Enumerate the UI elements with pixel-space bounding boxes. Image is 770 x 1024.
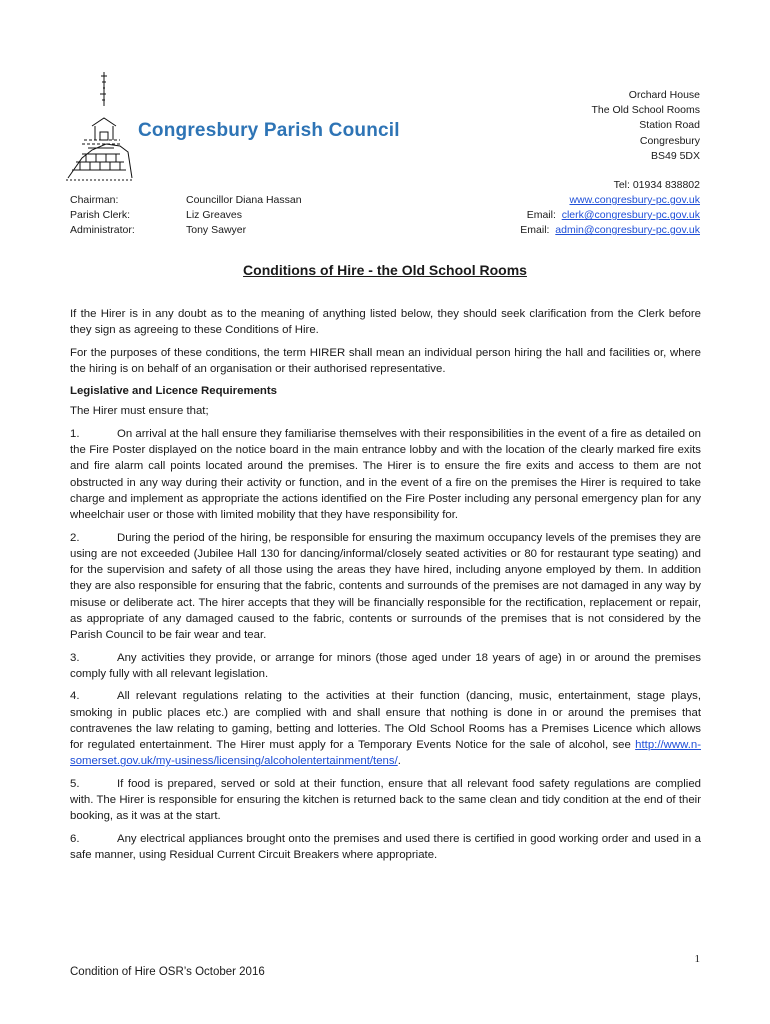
document-title: Conditions of Hire - the Old School Rooms	[243, 262, 527, 278]
officers-list	[70, 193, 302, 238]
address-line: Congresbury	[639, 134, 700, 147]
condition-text: On arrival at the hall ensure they familiarise themselves with their responsibilities in the event of a fire as detailed on the Fire Poster displayed on the notice board in the main entrance lobby and with the location of the clearly marked fire exits and fire alarm call points located around the premises. The Hirer is to ensure the fire exits and access to them are not obstructed in any way during their activity or function, and in the event of a fire on the premises the Hirer is required to take charge and implement as appropriate the actions identified on the Fire Poster including any personal emergency plan for any wheelchair user or those with limited mobility that they have responsibility for.	[70, 427, 701, 522]
condition-number: 4.	[70, 690, 80, 703]
condition-item	[70, 650, 701, 683]
condition-number: 6.	[70, 832, 80, 845]
officer-row	[70, 193, 302, 208]
address-line: BS49 5DX	[650, 149, 700, 162]
condition-text: All relevant regulations relating to the activities at their function (dancing, music, entertainment, stage plays, smoking in public places etc.) are complied with and shall ensure that nothing is done in or around the premises that contravenes the law relating to gaming, betting and lotteries. The Old School Rooms has a Premises Licence which allows for regulated entertainment. The Hirer must apply for a Temporary Events Notice for the sale of alcohol, see	[70, 690, 701, 752]
page-footer: Condition of Hire OSR’s October 2016	[70, 966, 265, 978]
officer-role: Parish Clerk:	[70, 209, 131, 221]
condition-text: Any electrical appliances brought onto the premises and used there is certified in good working order and used in a safe manner, using Residual Current Circuit Breakers where appropriate.	[70, 832, 701, 861]
condition-text: During the period of the hiring, be responsible for ensuring the maximum occupancy levels of the premises they are using are not exceeded (Jubilee Hall 130 for dancing/informal/closely seated activities or 80 for restaurant type seating) and for the supervision and safety of all those using the areas they have hired, including anyone employed by them. In addition they are also responsible for ensuring that the fabric, contents and surrounds of the premises are not damaged in any way by misuse or deliberate act. The hirer accepts that they will be financially responsible for the rectification, replacement or repair, as appropriate of any damaged caused to the fabric, contents or surrounds of the premises that is not considered by the Parish Council to be fair wear and tear.	[70, 531, 701, 642]
condition-item	[70, 530, 701, 644]
condition-text-end: .	[397, 755, 401, 768]
intro-paragraph: If the Hirer is in any doubt as to the meaning of anything listed below, they should seek clarification from the Clerk before they sign as agreeing to these Conditions of Hire.	[70, 308, 701, 337]
officer-name: Liz Greaves	[186, 209, 243, 221]
condition-text: If food is prepared, served or sold at their function, ensure that all relevant food safety regulations are complied with. The Hirer is responsible for ensuring the kitchen is returned back to the same clean and tidy condition at the end of their booking, as it was at the start.	[70, 777, 701, 823]
condition-item	[70, 426, 701, 524]
council-address	[591, 88, 700, 164]
contact-details	[520, 178, 700, 238]
intro-paragraph: For the purposes of these conditions, the term HIRER shall mean an individual person hiring the hall and facilities or, where the hiring is on behalf of an organisation or their authorised representative.	[70, 346, 701, 375]
admin-email-link[interactable]: admin@congresbury-pc.gov.uk	[555, 224, 700, 236]
condition-number: 3.	[70, 651, 80, 664]
condition-number: 5.	[70, 777, 80, 790]
address-line: Station Road	[639, 119, 700, 132]
website-link[interactable]: www.congresbury-pc.gov.uk	[569, 194, 700, 206]
officer-name: Councillor Diana Hassan	[186, 194, 302, 206]
condition-item	[70, 776, 701, 825]
document-body	[70, 306, 701, 869]
page-number: 1	[694, 953, 700, 965]
old-school-building-icon	[62, 66, 134, 186]
officer-role: Chairman:	[70, 194, 119, 206]
condition-number: 2.	[70, 531, 80, 544]
address-line: The Old School Rooms	[591, 104, 700, 117]
officer-name: Tony Sawyer	[186, 224, 247, 236]
condition-item	[70, 831, 701, 864]
tens-licensing-link[interactable]: http://www.n-somerset.gov.uk/my-usiness/licensing/alcoholentertainment/tens/	[70, 739, 701, 768]
section-heading: Legislative and Licence Requirements	[70, 385, 278, 398]
section-lead: The Hirer must ensure that;	[70, 405, 209, 418]
condition-number: 1.	[70, 427, 80, 440]
email-label: Email:	[526, 209, 556, 221]
council-name: Congresbury Parish Council	[138, 120, 400, 141]
officer-row	[70, 208, 302, 223]
officer-role: Administrator:	[70, 224, 135, 236]
council-logo	[62, 66, 134, 186]
email-label: Email:	[520, 224, 550, 236]
officer-row	[70, 223, 302, 238]
condition-text: Any activities they provide, or arrange for minors (those aged under 18 years of age) in or around the premises comply fully with all relevant legislation.	[70, 651, 701, 680]
address-line: Orchard House	[628, 89, 700, 101]
telephone: Tel: 01934 838802	[613, 179, 700, 191]
clerk-email-link[interactable]: clerk@congresbury-pc.gov.uk	[561, 209, 700, 221]
condition-item	[70, 688, 701, 769]
